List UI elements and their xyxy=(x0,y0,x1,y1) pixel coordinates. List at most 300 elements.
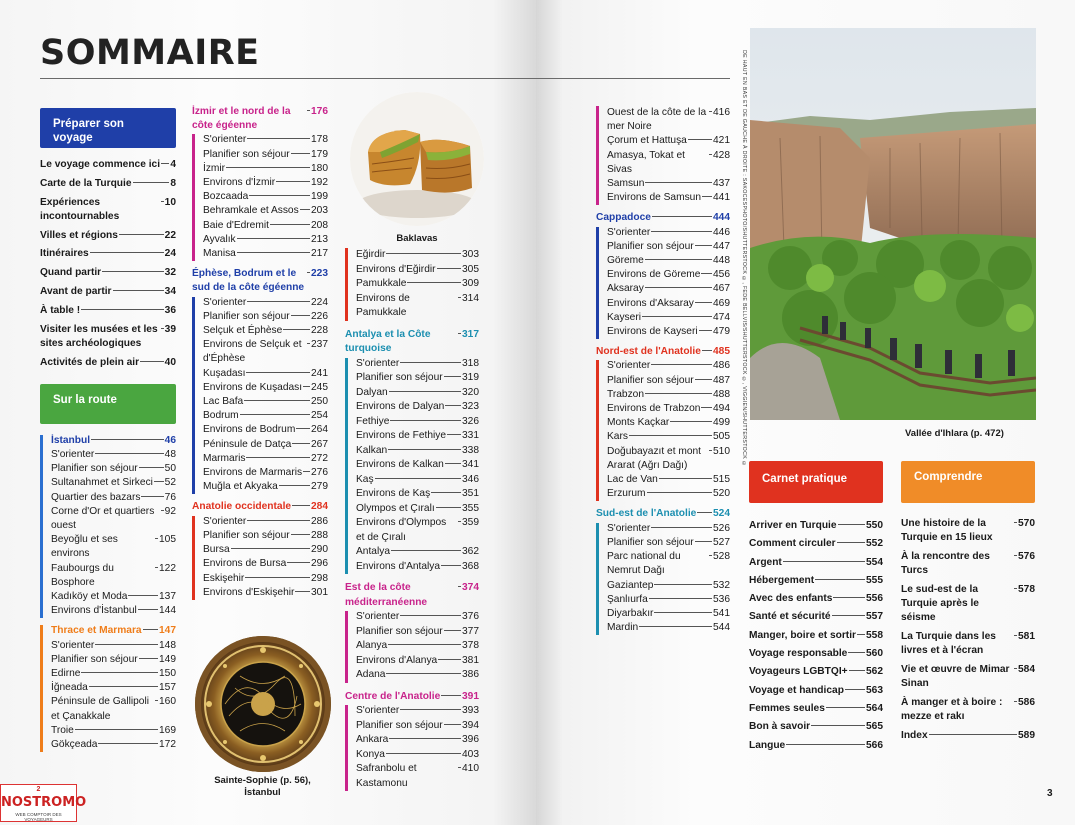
leader-dots xyxy=(226,167,310,168)
toc-entry-title: Kuşadası xyxy=(203,367,246,379)
leader-dots xyxy=(651,364,712,365)
toc-entry-title: Vie et œuvre de Mimar Sinan xyxy=(901,664,1010,690)
section-box-carnet: Carnet pratique xyxy=(749,461,883,503)
toc-entry[interactable] xyxy=(607,374,730,388)
toc-entry[interactable] xyxy=(901,729,1035,743)
toc-entry[interactable] xyxy=(203,438,328,452)
toc-entry-title: Éphèse, Bodrum et le sud de la côte égéenne xyxy=(192,268,305,294)
toc-entry-page: 276 xyxy=(311,467,328,479)
toc-entry-page: 296 xyxy=(311,558,328,570)
toc-entry[interactable] xyxy=(356,502,479,517)
toc-entry-page: 589 xyxy=(1018,730,1035,742)
toc-entry-page: 290 xyxy=(311,544,328,556)
region-anatolie-occ xyxy=(192,500,328,599)
toc-entry-title: Carte de la Turquie xyxy=(40,177,132,189)
toc-entry[interactable] xyxy=(607,536,730,550)
toc-entry-title: Planifier son séjour xyxy=(607,240,694,252)
toc-entry[interactable] xyxy=(607,268,730,282)
toc-entry[interactable] xyxy=(40,323,176,351)
toc-entry-title: Environs d'Alanya xyxy=(356,654,438,666)
toc-entry-title: Planifier son séjour xyxy=(203,148,290,160)
toc-entry[interactable] xyxy=(203,543,328,557)
toc-entry-title: Environs d'Antalya xyxy=(356,560,441,572)
toc-entry-page: 359 xyxy=(462,517,479,528)
leader-dots xyxy=(246,372,310,373)
toc-entry[interactable] xyxy=(356,292,479,321)
toc-entry[interactable] xyxy=(51,491,176,505)
caption-ihlara: Vallée d'Ihlara (p. 472) xyxy=(905,428,1004,439)
toc-entry[interactable] xyxy=(356,610,479,625)
leader-dots xyxy=(786,744,865,745)
toc-entry[interactable] xyxy=(203,324,328,338)
toc-entry[interactable] xyxy=(607,325,730,339)
toc-entry[interactable] xyxy=(607,254,730,268)
toc-entry[interactable] xyxy=(901,663,1035,691)
toc-entry[interactable] xyxy=(356,704,479,719)
toc-entry-title: S'orienter xyxy=(607,522,651,534)
toc-entry[interactable] xyxy=(51,604,176,618)
toc-entry-title: Environs de Kaş xyxy=(356,488,431,499)
toc-entry[interactable] xyxy=(203,515,328,529)
leader-dots xyxy=(811,725,865,726)
toc-column-4 xyxy=(596,106,730,635)
toc-entry[interactable] xyxy=(51,533,176,561)
toc-entry-page: 570 xyxy=(1018,518,1035,529)
toc-entry-page: 550 xyxy=(866,520,883,531)
region-items xyxy=(356,704,479,791)
region-heading[interactable] xyxy=(192,267,328,295)
toc-entry-page: 150 xyxy=(159,668,176,680)
toc-entry[interactable] xyxy=(607,149,730,177)
toc-entry[interactable] xyxy=(607,106,730,134)
region-bar xyxy=(345,611,348,683)
region-continuation xyxy=(345,248,479,321)
toc-entry[interactable] xyxy=(51,562,176,590)
toc-entry-title: Fethiye xyxy=(356,415,390,427)
toc-entry[interactable] xyxy=(607,430,730,444)
toc-entry[interactable] xyxy=(51,695,176,723)
toc-entry[interactable] xyxy=(356,429,479,444)
toc-entry-page: 180 xyxy=(311,162,328,174)
toc-entry[interactable] xyxy=(51,738,176,752)
toc-entry-page: 448 xyxy=(713,255,730,267)
toc-entry-page: 4 xyxy=(170,159,176,170)
region-items xyxy=(203,515,328,600)
toc-entry[interactable] xyxy=(901,630,1035,658)
toc-entry[interactable] xyxy=(607,621,730,635)
toc-entry-page: 562 xyxy=(866,666,883,678)
section-box-preparer: Préparer son voyage xyxy=(40,108,176,148)
toc-entry-title: Trabzon xyxy=(607,388,644,400)
toc-entry[interactable] xyxy=(40,356,176,370)
toc-entry[interactable] xyxy=(356,545,479,560)
toc-entry-page: 416 xyxy=(713,107,730,118)
toc-entry[interactable] xyxy=(40,196,176,224)
leader-dots xyxy=(307,272,310,273)
toc-entry-page: 40 xyxy=(164,356,176,368)
toc-entry-title: Lac de Van xyxy=(607,474,658,486)
leader-dots xyxy=(709,450,712,451)
toc-entry[interactable] xyxy=(607,282,730,296)
region-cappadoce xyxy=(596,211,730,339)
leader-dots xyxy=(75,729,158,730)
leader-dots xyxy=(291,153,310,154)
toc-entry[interactable] xyxy=(607,445,730,473)
baklavas-image xyxy=(350,92,484,226)
toc-entry[interactable] xyxy=(203,395,328,409)
toc-entry[interactable] xyxy=(607,359,730,373)
toc-entry-title: Sud-est de l'Anatolie xyxy=(596,508,697,520)
toc-entry[interactable] xyxy=(203,529,328,543)
leader-dots xyxy=(695,541,712,542)
toc-entry[interactable] xyxy=(40,304,176,318)
leader-dots xyxy=(292,505,310,506)
toc-entry[interactable] xyxy=(356,371,479,386)
toc-entry-page: 428 xyxy=(713,149,730,161)
toc-entry[interactable] xyxy=(51,653,176,667)
toc-entry[interactable] xyxy=(203,176,328,190)
toc-entry[interactable] xyxy=(203,338,328,366)
toc-entry[interactable] xyxy=(203,233,328,247)
toc-entry-page: 264 xyxy=(311,424,328,436)
toc-entry-page: 469 xyxy=(713,297,730,309)
leader-dots xyxy=(245,577,310,578)
leader-dots xyxy=(458,521,461,522)
toc-entry[interactable] xyxy=(749,554,883,572)
toc-entry-page: 169 xyxy=(159,724,176,736)
toc-entry[interactable] xyxy=(203,557,328,571)
toc-entry[interactable] xyxy=(203,572,328,586)
toc-entry[interactable] xyxy=(356,625,479,640)
toc-entry[interactable] xyxy=(901,550,1035,578)
toc-entry[interactable] xyxy=(356,458,479,473)
toc-entry[interactable] xyxy=(203,466,328,480)
toc-entry[interactable] xyxy=(203,452,328,466)
toc-entry[interactable] xyxy=(607,297,730,311)
caption-baklavas: Baklavas xyxy=(396,233,438,244)
toc-entry[interactable] xyxy=(607,191,730,205)
toc-entry[interactable] xyxy=(607,311,730,325)
toc-entry-page: 446 xyxy=(713,226,730,238)
region-heading[interactable] xyxy=(345,581,479,610)
toc-entry-page: 515 xyxy=(713,474,730,486)
leader-dots xyxy=(701,407,712,408)
region-heading[interactable] xyxy=(596,507,730,521)
toc-entry-title: Selçuk et Éphèse xyxy=(203,325,283,337)
toc-entry[interactable] xyxy=(749,517,883,535)
toc-entry[interactable] xyxy=(51,724,176,738)
leader-dots xyxy=(95,644,158,645)
sainte-sophie-image xyxy=(195,636,331,772)
toc-entry-page: 544 xyxy=(713,622,730,634)
toc-entry[interactable] xyxy=(607,177,730,191)
toc-entry[interactable] xyxy=(356,400,479,415)
region-izmir xyxy=(192,105,328,261)
toc-entry-title: Avant de partir xyxy=(40,285,112,297)
region-heading[interactable] xyxy=(51,624,176,638)
toc-entry[interactable] xyxy=(607,226,730,240)
toc-entry[interactable] xyxy=(749,590,883,608)
toc-entry-title: Environs d'Olympos et de Çıralı xyxy=(356,517,447,543)
toc-entry-page: 558 xyxy=(866,629,883,641)
leader-dots xyxy=(444,630,461,631)
calligraphy-medallion-icon xyxy=(195,636,331,772)
toc-entry-title: Environs de Trabzon xyxy=(607,403,701,415)
toc-entry-page: 144 xyxy=(159,605,176,617)
toc-entry-page: 228 xyxy=(311,325,328,337)
toc-entry-page: 254 xyxy=(311,410,328,422)
leader-dots xyxy=(386,673,461,674)
toc-entry[interactable] xyxy=(203,204,328,218)
toc-entry[interactable] xyxy=(203,423,328,437)
toc-entry-title: Environs de Fethiye xyxy=(356,430,447,441)
toc-entry[interactable] xyxy=(356,248,479,263)
region-heading[interactable] xyxy=(596,211,730,225)
toc-entry-title: À manger et à boire : mezze et rakı xyxy=(901,697,1003,723)
toc-entry[interactable] xyxy=(607,579,730,593)
toc-entry[interactable] xyxy=(607,607,730,621)
toc-entry[interactable] xyxy=(749,682,883,700)
leader-dots xyxy=(695,245,712,246)
region-ephese xyxy=(192,267,328,494)
toc-entry-title: Parc national du Nemrut Dağı xyxy=(607,551,681,577)
toc-entry-page: 527 xyxy=(713,536,730,548)
region-items xyxy=(356,357,479,575)
region-items xyxy=(607,359,730,501)
leader-dots xyxy=(244,400,310,401)
toc-entry-page: 160 xyxy=(159,696,176,708)
toc-entry-title: Planifier son séjour xyxy=(607,374,694,386)
toc-entry[interactable] xyxy=(51,505,176,533)
region-items xyxy=(356,610,479,683)
toc-entry[interactable] xyxy=(356,516,479,545)
toc-entry[interactable] xyxy=(749,572,883,590)
leader-dots xyxy=(929,734,1017,735)
page-title: SOMMAIRE xyxy=(40,33,260,73)
region-heading[interactable] xyxy=(596,345,730,359)
toc-entry[interactable] xyxy=(356,386,479,401)
leader-dots xyxy=(447,434,461,435)
toc-entry[interactable] xyxy=(203,381,328,395)
region-items xyxy=(356,248,479,321)
toc-entry[interactable] xyxy=(607,473,730,487)
region-heading[interactable] xyxy=(192,500,328,514)
toc-entry-title: Environs de Marmaris xyxy=(203,467,303,479)
region-heading[interactable] xyxy=(345,690,479,705)
toc-entry-title: Amasya, Tokat et Sivas xyxy=(607,149,685,175)
toc-entry[interactable] xyxy=(749,645,883,663)
leader-dots xyxy=(445,405,461,406)
toc-entry[interactable] xyxy=(749,718,883,736)
toc-entry[interactable] xyxy=(607,134,730,148)
leader-dots xyxy=(849,670,865,671)
toc-entry-page: 552 xyxy=(866,538,883,550)
toc-entry[interactable] xyxy=(203,367,328,381)
toc-entry[interactable] xyxy=(749,627,883,645)
leader-dots xyxy=(292,443,310,444)
leader-dots xyxy=(1014,522,1017,523)
toc-entry[interactable] xyxy=(203,310,328,324)
toc-entry-title: Environs d'Eğirdir xyxy=(356,263,436,275)
leader-dots xyxy=(645,182,712,183)
toc-entry[interactable] xyxy=(356,415,479,430)
leader-dots xyxy=(709,555,712,556)
toc-entry-title: Gökçeada xyxy=(51,739,98,751)
toc-entry-title: Corne d'Or et quartiers ouest xyxy=(51,505,155,531)
leader-dots xyxy=(444,376,461,377)
leader-dots xyxy=(444,724,461,725)
toc-entry[interactable] xyxy=(51,462,176,476)
toc-column-2 xyxy=(192,105,328,600)
toc-entry[interactable] xyxy=(51,590,176,604)
toc-entry-title: Kalkan xyxy=(356,444,388,456)
toc-entry-title: Kars xyxy=(607,431,628,443)
toc-entry[interactable] xyxy=(40,247,176,261)
toc-entry-page: 532 xyxy=(713,579,730,591)
toc-entry[interactable] xyxy=(749,535,883,553)
leader-dots xyxy=(701,273,712,274)
leader-dots xyxy=(651,231,712,232)
region-bar xyxy=(40,435,43,619)
toc-entry[interactable] xyxy=(356,473,479,488)
leader-dots xyxy=(441,695,461,696)
leader-dots xyxy=(458,767,461,768)
toc-entry-page: 536 xyxy=(713,593,730,605)
toc-entry[interactable] xyxy=(356,719,479,734)
toc-entry-page: 22 xyxy=(164,229,176,241)
toc-entry[interactable] xyxy=(40,285,176,299)
toc-entry[interactable] xyxy=(356,277,479,292)
toc-entry-title: Doğubayazıt et mont Ararat (Ağrı Dağı) xyxy=(607,445,702,471)
toc-entry[interactable] xyxy=(607,487,730,501)
leader-dots xyxy=(140,361,164,362)
toc-entry[interactable] xyxy=(203,296,328,310)
toc-entry-page: 456 xyxy=(713,269,730,281)
toc-entry[interactable] xyxy=(51,476,176,490)
toc-entry[interactable] xyxy=(607,593,730,607)
toc-entry-title: Baie d'Edremit xyxy=(203,219,269,231)
toc-entry[interactable] xyxy=(51,639,176,653)
toc-entry[interactable] xyxy=(356,444,479,459)
toc-entry[interactable] xyxy=(203,133,328,147)
toc-entry[interactable] xyxy=(51,667,176,681)
toc-entry[interactable] xyxy=(203,190,328,204)
toc-entry[interactable] xyxy=(607,550,730,578)
toc-entry[interactable] xyxy=(203,148,328,162)
toc-entry[interactable] xyxy=(356,733,479,748)
region-items xyxy=(607,106,730,205)
region-heading[interactable] xyxy=(192,105,328,133)
toc-entry[interactable] xyxy=(901,696,1035,724)
toc-entry[interactable] xyxy=(607,416,730,430)
toc-entry-page: 224 xyxy=(311,296,328,308)
toc-entry-title: Activités de plein air xyxy=(40,356,140,368)
toc-entry-title: Planifier son séjour xyxy=(51,463,138,475)
toc-entry[interactable] xyxy=(607,240,730,254)
toc-entry-title: Nord-est de l'Anatolie xyxy=(596,346,701,358)
leader-dots xyxy=(161,510,164,511)
region-heading[interactable] xyxy=(345,328,479,357)
leader-dots xyxy=(699,330,712,331)
toc-entry-page: 10 xyxy=(164,196,176,208)
toc-entry[interactable] xyxy=(203,409,328,423)
leader-dots xyxy=(119,234,164,235)
toc-entry[interactable] xyxy=(356,654,479,669)
leader-dots xyxy=(645,287,712,288)
toc-entry[interactable] xyxy=(356,560,479,575)
region-heading[interactable] xyxy=(51,434,176,448)
toc-entry[interactable] xyxy=(203,219,328,233)
toc-entry[interactable] xyxy=(901,583,1035,626)
leader-dots xyxy=(654,612,712,613)
toc-entry-page: 377 xyxy=(462,625,479,637)
toc-entry-page: 526 xyxy=(713,522,730,534)
toc-entry-title: Mardin xyxy=(607,622,639,634)
toc-entry[interactable] xyxy=(356,668,479,683)
toc-entry[interactable] xyxy=(40,266,176,280)
toc-entry[interactable] xyxy=(356,263,479,278)
toc-entry-page: 485 xyxy=(713,346,730,358)
leader-dots xyxy=(279,485,310,486)
toc-entry[interactable] xyxy=(203,162,328,176)
toc-entry[interactable] xyxy=(749,737,883,755)
toc-entry[interactable] xyxy=(203,480,328,494)
leader-dots xyxy=(436,507,461,508)
toc-entry-title: Manisa xyxy=(203,248,236,260)
leader-dots xyxy=(438,659,461,660)
toc-entry[interactable] xyxy=(40,229,176,243)
toc-entry[interactable] xyxy=(51,448,176,462)
toc-entry[interactable] xyxy=(51,681,176,695)
toc-entry-title: Quand partir xyxy=(40,267,102,279)
toc-entry[interactable] xyxy=(901,517,1035,545)
leader-dots xyxy=(702,350,712,351)
toc-entry[interactable] xyxy=(607,522,730,536)
toc-entry-title: Avec des enfants xyxy=(749,593,833,605)
toc-entry[interactable] xyxy=(356,487,479,502)
logo-name: NOSTROMO xyxy=(1,795,87,810)
toc-entry[interactable] xyxy=(203,247,328,261)
toc-entry-title: Centre de l'Anatolie xyxy=(345,690,441,702)
toc-entry-title: Visiter les musées et les sites archéologiques xyxy=(40,323,158,349)
leader-dots xyxy=(155,538,158,539)
toc-entry[interactable] xyxy=(749,608,883,626)
toc-entry-page: 368 xyxy=(462,560,479,572)
toc-entry[interactable] xyxy=(356,748,479,763)
region-items xyxy=(51,639,176,753)
toc-entry[interactable] xyxy=(607,402,730,416)
leader-dots xyxy=(143,629,158,630)
toc-entry[interactable] xyxy=(356,639,479,654)
toc-entry[interactable] xyxy=(356,762,479,791)
toc-entry[interactable] xyxy=(749,700,883,718)
toc-entry-page: 245 xyxy=(311,381,328,393)
toc-entry[interactable] xyxy=(749,663,883,681)
toc-entry[interactable] xyxy=(40,158,176,172)
leader-dots xyxy=(645,393,712,394)
leader-dots xyxy=(400,615,461,616)
leader-dots xyxy=(390,420,461,421)
region-centre xyxy=(345,690,479,792)
toc-entry[interactable] xyxy=(356,357,479,372)
toc-entry[interactable] xyxy=(40,177,176,191)
toc-entry[interactable] xyxy=(203,586,328,600)
leader-dots xyxy=(300,209,310,210)
toc-entry-page: 378 xyxy=(462,640,479,651)
toc-entry-title: Bozcaada xyxy=(203,191,249,203)
leader-dots xyxy=(161,328,164,329)
toc-entry[interactable] xyxy=(607,388,730,402)
